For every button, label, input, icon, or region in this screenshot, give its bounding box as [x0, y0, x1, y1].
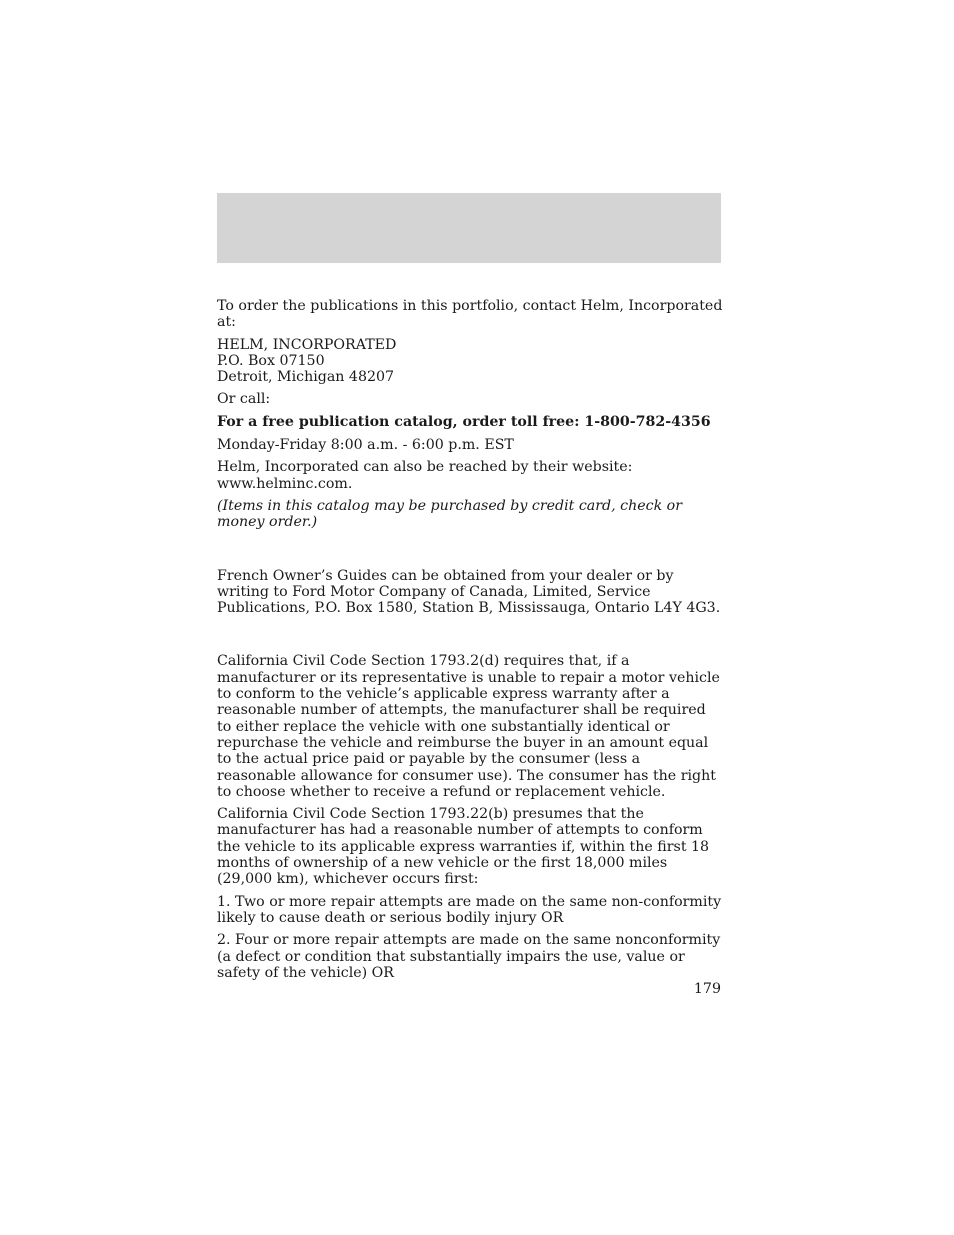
list-item-1: 1. Two or more repair attempts are made on the same non-conformity likely to cause death or serious bodily injury OR	[217, 893, 722, 926]
mailing-address	[217, 337, 723, 386]
address-line-1: HELM, INCORPORATED	[217, 336, 397, 353]
list-item-2: 2. Four or more repair attempts are made on the same nonconformity (a defect or condition that substantially impairs the use, value or safety of the vehicle) OR	[217, 932, 721, 981]
california-paragraph-2: California Civil Code Section 1793.22(b) presumes that the manufacturer has had a reasonable number of attempts to conform the vehicle to its applicable express warranties if, within the first 18 months of ownership of a new vehicle or the first 18,000 miles (29,000 km), whichever occurs first:	[217, 806, 710, 888]
website-info: Helm, Incorporated can also be reached by their website: www.helminc.com.	[217, 459, 633, 492]
payment-note: (Items in this catalog may be purchased by credit card, check or money order.)	[217, 497, 683, 531]
page-number: 179	[693, 981, 721, 997]
or-call-text: Or call:	[217, 391, 271, 408]
address-line-3: Detroit, Michigan 48207	[217, 369, 395, 386]
business-hours: Monday-Friday 8:00 a.m. - 6:00 p.m. EST	[217, 437, 514, 454]
address-line-2: P.O. Box 07150	[217, 352, 325, 369]
order-intro: To order the publications in this portfolio, contact Helm, Incorporated at:	[217, 298, 723, 331]
catalog-phone: For a free publication catalog, order toll free: 1-800-782-4356	[217, 413, 711, 430]
page-content	[217, 298, 723, 987]
section-header-band	[217, 193, 721, 263]
french-guides-text: French Owner’s Guides can be obtained from your dealer or by writing to Ford Motor Company of Canada, Limited, Service Publications, P.O. Box 1580, Station B, Mississauga, Ontario L4Y 4G3.	[217, 567, 721, 617]
california-paragraph-1: California Civil Code Section 1793.2(d) requires that, if a manufacturer or its representative is unable to repair a motor vehicle to conform to the vehicle’s applicable express warranty after a reasonable number of attempts, the manufacturer shall be required to either replace the vehicle with one substantially identical or repurchase the vehicle and reimburse the buyer in an amount equal to the actual price paid or payable by the consumer (less a reasonable allowance for consumer use). The consumer has the right to choose whether to receive a refund or replacement vehicle.	[217, 653, 720, 800]
